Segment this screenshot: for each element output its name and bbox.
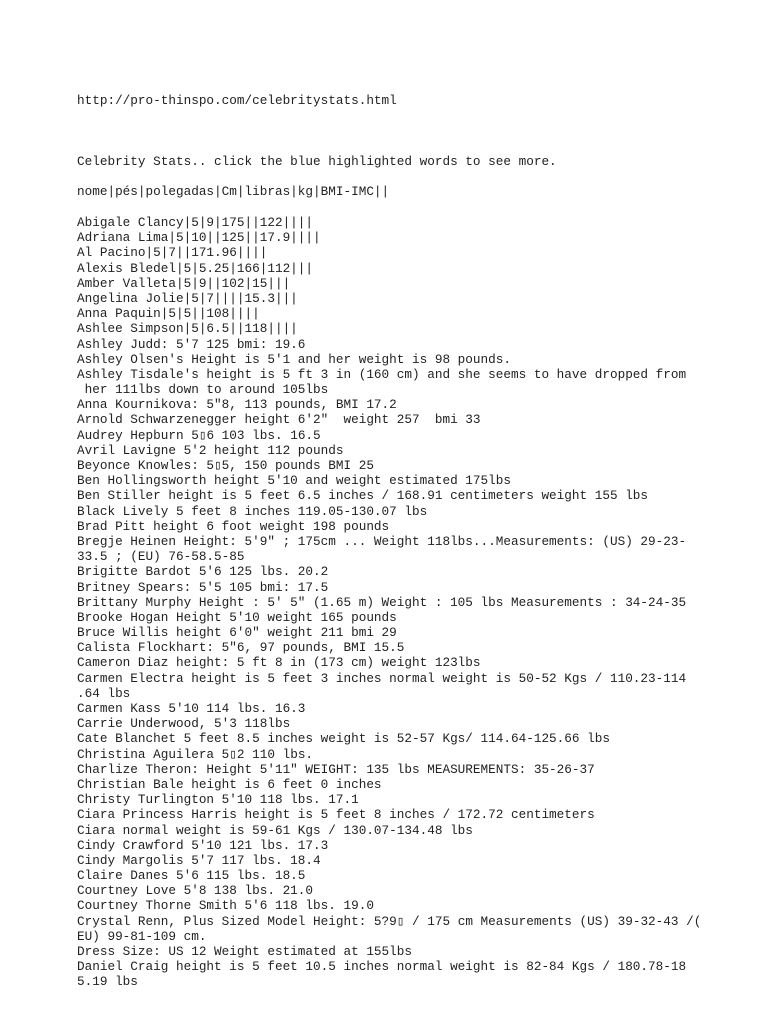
stat-line: Amber Valleta|5|9||102|15||| — [77, 275, 291, 291]
stat-line: Carmen Electra height is 5 feet 3 inches normal weight is 50-52 Kgs / 110.23-114 — [77, 670, 687, 686]
stat-line: Charlize Theron: Height 5'11" WEIGHT: 135 lbs MEASUREMENTS: 35-26-37 — [77, 761, 595, 777]
intro-text: Celebrity Stats.. click the blue highlighted words to see more. — [77, 154, 557, 169]
stat-line: Ashley Judd: 5'7 125 bmi: 19.6 — [77, 336, 306, 352]
stat-line: Ben Hollingsworth height 5'10 and weight estimated 175lbs — [77, 473, 511, 489]
stat-line: Arnold Schwarzenegger height 6'2" weight 257 bmi 33 — [77, 412, 481, 428]
stat-line: Cindy Crawford 5'10 121 lbs. 17.3 — [77, 837, 329, 853]
stat-line: Ashlee Simpson|5|6.5||118|||| — [77, 321, 298, 337]
stat-line: Ashley Tisdale's height is 5 ft 3 in (160 cm) and she seems to have dropped from — [77, 366, 687, 382]
stat-line: Abigale Clancy|5|9|175||122|||| — [77, 215, 314, 230]
stat-line: Ciara normal weight is 59-61 Kgs / 130.07-134.48 lbs — [77, 822, 473, 838]
column-header: nome|pés|polegadas|Cm|libras|kg|BMI-IMC|| — [77, 184, 390, 199]
stat-line: Britney Spears: 5'5 105 bmi: 17.5 — [77, 579, 329, 595]
stat-line: Daniel Craig height is 5 feet 10.5 inches normal weight is 82-84 Kgs / 180.78-18 — [77, 959, 687, 975]
stat-line: Brooke Hogan Height 5'10 weight 165 pounds — [77, 609, 397, 625]
stat-line: Dress Size: US 12 Weight estimated at 155lbs — [77, 944, 413, 959]
stat-line: Bregje Heinen Height: 5'9" ; 175cm ... Weight 118lbs...Measurements: (US) 29-23- — [77, 533, 687, 549]
stat-line: her 111lbs down to around 105lbs — [77, 382, 329, 398]
stat-line: EU) 99-81-109 cm. — [77, 928, 207, 944]
stat-line: Calista Flockhart: 5"6, 97 pounds, BMI 15.5 — [77, 640, 405, 656]
stat-line: Christian Bale height is 6 feet 0 inches — [77, 776, 382, 792]
stat-line: Adriana Lima|5|10||125||17.9|||| — [77, 230, 321, 246]
stat-line: Brad Pitt height 6 foot weight 198 pounds — [77, 518, 390, 534]
stat-line: Cindy Margolis 5'7 117 lbs. 18.4 — [77, 852, 321, 868]
stat-line: Christina Aguilera 5▯2 110 lbs. — [77, 746, 314, 762]
stat-line: Brigitte Bardot 5'6 125 lbs. 20.2 — [77, 564, 329, 580]
source-url: http://pro-thinspo.com/celebritystats.html — [77, 93, 397, 108]
stat-line: Crystal Renn, Plus Sized Model Height: 5?9▯ / 175 cm Measurements (US) 39-32-43 /( — [77, 913, 702, 929]
stat-line: 5.19 lbs — [77, 974, 138, 990]
stat-line: Beyonce Knowles: 5▯5, 150 pounds BMI 25 — [77, 458, 374, 473]
stat-line: Audrey Hepburn 5▯6 103 lbs. 16.5 — [77, 427, 321, 443]
stat-line: Anna Kournikova: 5"8, 113 pounds, BMI 17.2 — [77, 397, 397, 413]
stat-line: Avril Lavigne 5'2 height 112 pounds — [77, 442, 344, 458]
stat-line: Courtney Thorne Smith 5'6 118 lbs. 19.0 — [77, 898, 374, 914]
stat-line: Carmen Kass 5'10 114 lbs. 16.3 — [77, 701, 306, 716]
stat-line: Carrie Underwood, 5'3 118lbs — [77, 716, 291, 732]
stat-line: Anna Paquin|5|5||108|||| — [77, 306, 260, 322]
stat-line: Cate Blanchet 5 feet 8.5 inches weight is 52-57 Kgs/ 114.64-125.66 lbs — [77, 731, 610, 747]
stat-line: Al Pacino|5|7||171.96|||| — [77, 245, 268, 261]
stat-line: Alexis Bledel|5|5.25|166|112||| — [77, 260, 314, 276]
stat-line: .64 lbs — [77, 685, 131, 701]
stat-line: 33.5 ; (EU) 76-58.5-85 — [77, 549, 245, 565]
stat-line: Cameron Diaz height: 5 ft 8 in (173 cm) weight 123lbs — [77, 655, 481, 671]
stat-line: Christy Turlington 5'10 118 lbs. 17.1 — [77, 792, 359, 808]
stat-line: Bruce Willis height 6'0" weight 211 bmi 29 — [77, 625, 397, 641]
stat-line: Claire Danes 5'6 115 lbs. 18.5 — [77, 868, 306, 884]
stat-line: Ashley Olsen's Height is 5'1 and her weight is 98 pounds. — [77, 351, 511, 367]
celebrity-stats-list — [77, 215, 767, 990]
stat-line: Angelina Jolie|5|7||||15.3||| — [77, 290, 298, 306]
stat-line: Brittany Murphy Height : 5' 5" (1.65 m) Weight : 105 lbs Measurements : 34-24-35 — [77, 594, 687, 610]
stat-line: Ben Stiller height is 5 feet 6.5 inches / 168.91 centimeters weight 155 lbs — [77, 488, 649, 504]
stat-line: Black Lively 5 feet 8 inches 119.05-130.07 lbs — [77, 503, 428, 519]
stat-line: Ciara Princess Harris height is 5 feet 8 inches / 172.72 centimeters — [77, 807, 595, 823]
stat-line: Courtney Love 5'8 138 lbs. 21.0 — [77, 883, 314, 899]
